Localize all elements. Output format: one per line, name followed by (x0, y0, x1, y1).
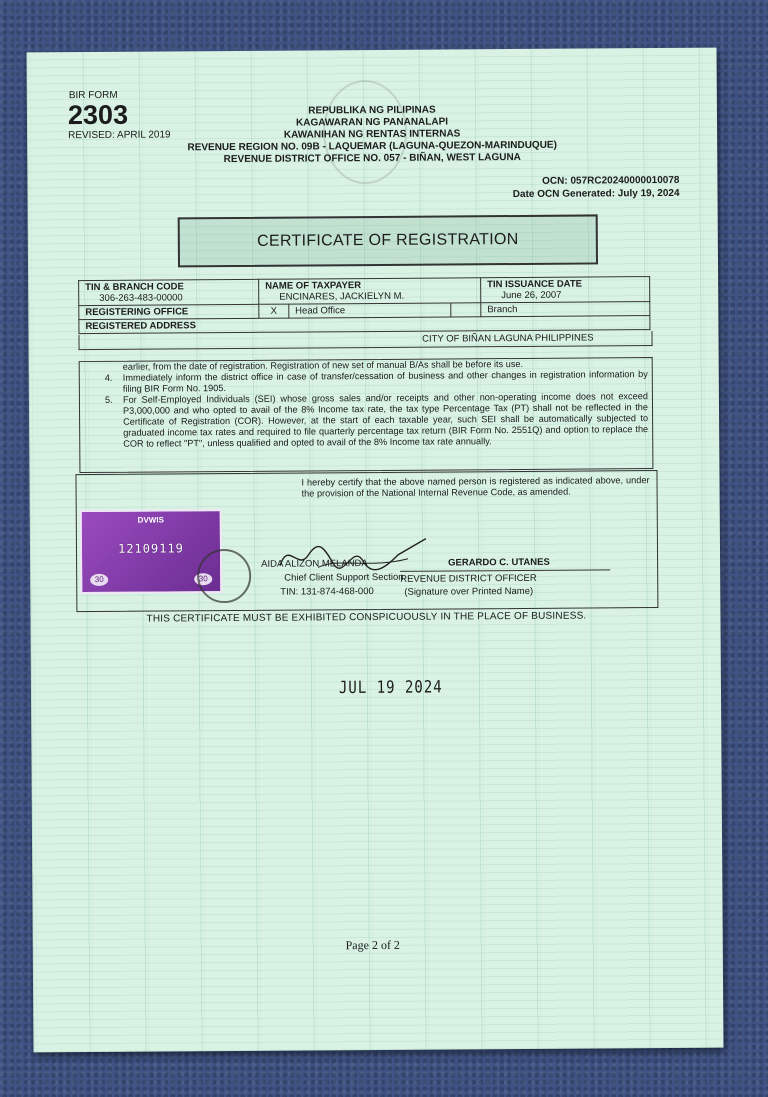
rdo-name: GERARDO C. UTANES (448, 556, 550, 569)
ocn-block (467, 174, 679, 201)
rdo-caption: (Signature over Printed Name) (404, 585, 534, 598)
head-office-label: Head Office (289, 303, 451, 318)
notes-box (79, 357, 654, 473)
chief-name: AIDA ALIZON MELANDA (261, 558, 368, 570)
certification-text: I hereby certify that the above named person is registered as indicated above, under the provision of the National Internal Revenue Code, as amended. (301, 475, 650, 499)
header-line: KAWANIHAN NG RENTAS INTERNAS (283, 128, 461, 141)
stamp-serial: 12109119 (118, 541, 184, 556)
head-office-mark: X (259, 304, 289, 318)
rdo-title: REVENUE DISTRICT OFFICER (400, 572, 537, 585)
note-text: earlier, from the date of registration. Registration of new set of manual B/As shall be before its use. (122, 358, 524, 372)
stamp-denomination: 30 (90, 574, 108, 586)
stamp-label: DVWIS (137, 515, 164, 525)
certificate-paper (27, 48, 724, 1053)
registering-office-label: REGISTERING OFFICE (79, 304, 259, 319)
note-text: Immediately inform the district office in case of transfer/cessation of business and other changes in registration information by filing BIR Form No. 1905. (122, 369, 648, 394)
note-number: 4. (104, 372, 113, 383)
address-label: REGISTERED ADDRESS (79, 316, 650, 334)
page-number: Page 2 of 2 (345, 937, 400, 953)
tin-value: 306-263-483-00000 (99, 292, 183, 304)
revised-date: REVISED: APRIL 2019 (68, 129, 171, 142)
ocn-number: OCN: 057RC20240000010078 (542, 174, 680, 187)
address-row (78, 331, 652, 350)
chief-title: Chief Client Support Section (284, 571, 404, 584)
registered-address: CITY OF BIÑAN LAGUNA PHILIPPINES (422, 332, 594, 345)
stamp-denomination: 30 (194, 573, 212, 585)
note-number: 5. (104, 394, 113, 405)
taxpayer-name: ENCINARES, JACKIELYN M. (279, 290, 405, 303)
note-item (80, 391, 652, 450)
received-date-stamp: JUL 19 2024 (338, 677, 443, 698)
issuance-date: June 26, 2007 (501, 289, 562, 302)
branch-label: Branch (481, 302, 650, 317)
agency-header (147, 103, 597, 166)
chief-tin: TIN: 131-874-468-000 (280, 586, 374, 598)
header-line: REVENUE REGION NO. 09B - LAQUEMAR (LAGUNA-QUEZON-MARINDUQUE) (187, 139, 557, 154)
note-text: For Self-Employed Individuals (SEI) whose gross sales and/or receipts and other non-operating income does not exceed P3,000,000 and who opted to avail of the 8% Income tax rate, the tax type Percentage Tax (PT) shall not be reflected in the Certificate of Registration (COR). However, at the start of each taxable year, such SEI shall be automatically subjected to graduated income tax rates and required to file quarterly percentage tax return (BIR Form No. 2551Q) and option to replace the COR to reflect "PT", unless qualified and opted to avail of the 8% Income tax rate annually. (122, 391, 649, 449)
issuance-label: TIN ISSUANCE DATE (487, 278, 583, 291)
taxpayer-info-table (78, 276, 650, 334)
certificate-title: CERTIFICATE OF REGISTRATION (178, 214, 598, 267)
header-line: REVENUE DISTRICT OFFICE NO. 057 - BIÑAN, WEST LAGUNA (223, 151, 521, 166)
ocn-date: Date OCN Generated: July 19, 2024 (512, 187, 680, 201)
form-number: 2303 (67, 99, 129, 131)
form-label: BIR FORM (68, 89, 118, 102)
round-seal-stamp (197, 549, 251, 603)
exhibit-notice: THIS CERTIFICATE MUST BE EXHIBITED CONSPICUOUSLY IN THE PLACE OF BUSINESS. (146, 610, 587, 625)
tin-label: TIN & BRANCH CODE (85, 281, 184, 294)
header-line: REPUBLIKA NG PILIPINAS (308, 104, 436, 117)
name-label: NAME OF TAXPAYER (265, 280, 362, 292)
header-line: KAGAWARAN NG PANANALAPI (295, 116, 449, 129)
